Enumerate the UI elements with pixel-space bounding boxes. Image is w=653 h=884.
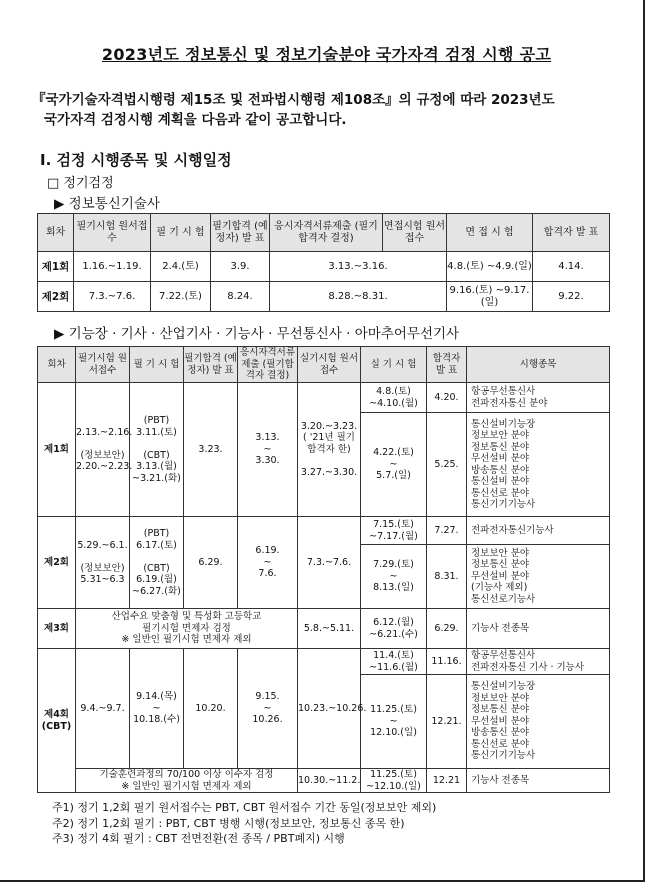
r3-note-l2: 필기시험 면제자 검정 [142,622,231,634]
table-row [38,517,610,545]
r4-prac-apply: 10.23.~10.26. [298,649,361,769]
r1-prac-b [361,413,427,517]
r1-pass-a: 4.20. [427,383,467,413]
r3-prac-apply: 5.8.~5.11. [298,609,361,649]
r2-prac-apply: 7.3.~7.6. [298,517,361,609]
r4-pass-a: 11.16. [427,649,467,675]
r2-apply-l4: 5.31~6.3 [80,574,125,585]
r1-prac-b-l3: 5.7.(일) [376,470,411,482]
t1-r2-round: 제2회 [38,282,74,312]
t2-h-round: 회차 [38,347,76,383]
t1-r1-round: 제1회 [38,252,74,282]
r4-subj-a [467,649,610,675]
table-row [38,649,610,675]
t1-r1-pass: 4.14. [533,252,610,282]
table-tech-master [37,213,610,312]
r1-subj-b-l3: 정보통신 분야 [471,441,530,453]
r5-note-l2: ※ 일반인 필기시험 면제자 제외 [121,780,252,792]
r1-pa-l1: 3.20.~3.23. [300,420,358,432]
r2-docs-l1: 6.19. [255,545,280,557]
t1-h-apply: 필기시험 원서접수 [74,214,151,252]
r5-prac-l2: ~12.10.(일) [366,780,421,792]
r1-prac-a-l2: ~4.10.(월) [369,397,418,409]
r2-announce: 6.29. [184,517,238,609]
r5-note [76,769,298,793]
t1-h-round: 회차 [38,214,74,252]
r3-prac [361,609,427,649]
r1-subj-b [467,413,610,517]
r2-apply-l3: (정보보안) [80,562,125,574]
t2-h-prac-apply: 실기시험 원서접수 [298,347,361,383]
t2-h-subjects: 시행종목 [467,347,610,383]
r2-exam [130,517,184,609]
r3-prac-l1: 6.12.(월) [373,617,414,628]
intro-line-2: 국가자격 검정시행 계획을 다음과 같이 공고합니다. [44,112,347,128]
r1-apply-l1: 2.13.~2.16. [76,426,133,438]
r4-subj-b-l3: 정보통신 분야 [471,704,530,716]
r4-exam-l1: 9.14.(목) [136,691,177,703]
r1-exam-l4: (CBT) [143,449,170,461]
r4-subj-a-l1: 항공무선통신사 [471,650,536,661]
r1-apply-l3: (정보보안) [80,449,125,461]
r1-pa-l3: 합격자 한) [307,443,351,455]
r4-docs-l3: 10.26. [252,714,283,726]
intro-line-1: 『국가기술자격법시행령 제15조 및 전파법시행령 제108조』의 규정에 따라 2023년도 [32,92,555,108]
r5-pass: 12.21 [427,769,467,793]
r1-exam-l3 [130,438,183,450]
r5-prac-apply: 10.30.~11.2. [298,769,361,793]
r4-docs-l1: 9.15. [255,691,280,703]
table-row [38,609,610,649]
r1-exam [130,383,184,517]
t2-h-apply: 필기시험 원서접수 [76,347,130,383]
r2-round: 제2회 [38,517,76,609]
r2-prac-a-l2: ~7.17.(월) [369,530,418,542]
r1-subj-a [467,383,610,413]
table-row [38,383,610,413]
t1-r1-written: 2.4.(토) [151,252,211,282]
table-row [38,282,610,312]
r3-note-l1: 산업수요 맞춤형 및 특성화 고등학교 [111,611,262,623]
t1-r2-announce: 8.24. [211,282,270,312]
r4-apply: 9.4.~9.7. [76,649,130,769]
t1-h-announce: 필기합격 (예정자) 발 표 [211,214,270,252]
r1-exam-l1: (PBT) [143,415,170,426]
t1-h-written: 필 기 시 험 [151,214,211,252]
r1-subj-b-l8: 통신기기기능사 [471,499,536,510]
r1-docs-l1: 3.13. [255,432,280,444]
r1-apply-l4: 2.20.~2.23. [76,461,133,472]
r1-prac-a-l1: 4.8.(토) [376,386,411,397]
r4-subj-b-l1: 통신설비기능장 [471,681,536,693]
r2-subj-b-l2: 정보통신 분야 [471,559,530,571]
r2-subj-b-l3: 무선설비 분야 [471,570,530,582]
r1-pa-l5: 3.27.~3.30. [300,466,358,478]
r2-subj-b-l1: 정보보안 분야 [471,547,530,559]
r2-apply-l2 [76,551,129,563]
table-row [38,252,610,282]
r2-docs [238,517,298,609]
r1-docs-l2: ~ [263,443,272,455]
r2-subj-b-l5: 통신선로기능사 [471,593,536,605]
r2-subj-b-l4: (기능사 제외) [471,582,528,594]
r2-prac-b-l1: 7.29.(토) [373,559,414,571]
regular-exam-heading: □ 정기검정 [47,176,114,191]
r2-subj-b [467,545,610,609]
r4-prac-b [361,675,427,769]
r1-subj-b-l2: 정보보안 분야 [471,430,530,441]
r3-note-l3: ※ 일반인 필기시험 면제자 제외 [121,634,252,646]
r2-exam-l3 [130,551,183,563]
r4-round-l1: 제4회 [44,709,69,720]
r4-docs [238,649,298,769]
r4-prac-b-l3: 12.10.(일) [370,727,417,739]
r2-pass-b: 8.31. [427,545,467,609]
t1-h-interview: 면 접 시 험 [447,214,533,252]
r1-subj-a-l1: 항공무선통신사 [471,386,536,397]
r2-prac-b [361,545,427,609]
t1-h-pass: 합격자 발 표 [533,214,610,252]
t1-h-interview-apply: 면접시험 원서접수 [383,214,447,252]
t2-h-announce: 필기합격 (예정자) 발 표 [184,347,238,383]
r3-pass: 6.29. [427,609,467,649]
r2-exam-l4: (CBT) [143,562,170,574]
r1-docs [238,383,298,517]
r2-pass-a: 7.27. [427,517,467,545]
t2-h-pass: 합격자 발 표 [427,347,467,383]
r4-subj-b-l5: 방송통신 분야 [471,727,530,739]
r3-round: 제3회 [38,609,76,649]
r4-round-l2: (CBT) [41,720,72,732]
r1-subj-b-l7: 통신선로 분야 [471,487,530,499]
r2-prac-a [361,517,427,545]
r4-subj-b [467,675,610,769]
r1-apply-l2 [76,438,129,450]
r3-subj: 기능사 전종목 [467,609,610,649]
r4-subj-b-l4: 무선설비 분야 [471,715,530,727]
r3-prac-l2: ~6.21.(수) [369,628,418,640]
r4-prac-a [361,649,427,675]
footnote-1: 주1) 정기 1,2회 필기 원서접수는 PBT, CBT 원서접수 기간 동일(정보보안 제외) [52,801,437,814]
t1-r2-interview: 9.16.(토) ~9.17.(일) [447,282,533,312]
r1-subj-b-l4: 무선설비 분야 [471,453,530,464]
t1-r2-apply: 7.3.~7.6. [74,282,151,312]
r4-docs-l2: ~ [263,702,272,714]
r1-subj-b-l1: 통신설비기능장 [471,418,536,430]
group2-heading: ▶ 기능장 · 기사 · 산업기사 · 기능사 · 무선통신사 · 아마추어무선기사 [54,326,460,342]
r2-prac-b-l3: 8.13.(일) [373,582,414,594]
r5-prac [361,769,427,793]
r4-subj-b-l2: 정보보안 분야 [471,692,530,704]
r1-prac-a [361,383,427,413]
r1-prac-apply [298,383,361,517]
t1-r1-docs: 3.13.~3.16. [270,252,447,282]
r1-pa-l4 [298,455,360,467]
r2-prac-b-l2: ~ [389,570,398,582]
page-title: 2023년도 정보통신 및 정보기술분야 국가자격 검정 시행 공고 [101,45,552,64]
section-heading: Ⅰ. 검정 시행종목 및 시행일정 [40,151,232,169]
footnote-3: 주3) 정기 4회 필기 : CBT 전면전환(전 종목 / PBT폐지) 시행 [52,832,345,845]
r1-subj-a-l2: 전파전자통신 분야 [471,397,548,409]
r2-exam-l5: 6.19.(월) [136,574,177,585]
r1-prac-b-l1: 4.22.(토) [373,447,414,459]
r5-prac-l1: 11.25.(토) [370,769,417,780]
r4-prac-a-l1: 11.4.(토) [373,650,414,661]
r4-subj-b-l7: 통신기기기능사 [471,750,536,762]
r1-subj-b-l5: 방송통신 분야 [471,464,530,476]
r4-prac-b-l2: ~ [389,715,398,727]
r2-docs-l2: ~ [263,556,272,568]
t2-h-docs: 응시자격서류제출 (필기합격자 결정) [238,347,298,383]
r4-exam [130,649,184,769]
r4-subj-b-l6: 통신선로 분야 [471,738,530,750]
t2-h-written: 필 기 시 험 [130,347,184,383]
intro-paragraph [32,90,622,130]
t2-h-practical: 실 기 시 험 [361,347,427,383]
r1-announce: 3.23. [184,383,238,517]
r2-exam-l6: ~6.27.(화) [132,585,181,597]
r1-docs-l3: 3.30. [255,455,280,467]
table-row [38,769,610,793]
r2-docs-l3: 7.6. [258,568,277,580]
r2-exam-l2: 6.17.(토) [136,539,177,551]
r2-subj-a: 전파전자통신기능사 [467,517,610,545]
t1-r2-written: 7.22.(토) [151,282,211,312]
r1-subj-b-l6: 통신설비 분야 [471,476,530,487]
r4-prac-a-l2: ~11.6.(월) [369,661,418,673]
r4-exam-l2: ~ [152,702,161,714]
r2-prac-a-l1: 7.15.(토) [373,519,414,530]
r1-exam-l5: 3.13.(월) [136,461,177,472]
r4-round [38,649,76,793]
r1-apply [76,383,133,517]
footnote-2: 주2) 정기 1,2회 필기 : PBT, CBT 병행 시행(정보보안, 정보통신 종목 한) [52,816,405,830]
r2-apply-l1: 5.29.~6.1. [77,539,128,551]
r1-round: 제1회 [38,383,76,517]
r5-note-l1: 기술훈련과정의 70/100 이상 이수자 검정 [99,769,274,780]
r4-pass-b: 12.21. [427,675,467,769]
table-schedule [37,346,610,793]
r1-prac-b-l2: ~ [389,458,398,470]
t1-r2-pass: 9.22. [533,282,610,312]
t1-r1-announce: 3.9. [211,252,270,282]
r4-announce: 10.20. [184,649,238,769]
r4-exam-l3: 10.18.(수) [133,714,180,726]
r1-pa-l2: ( '21년 필기 [303,432,355,444]
r4-subj-a-l2: 전파전자통신 기사 · 기능사 [471,661,585,673]
r5-subj: 기능사 전종목 [467,769,610,793]
footnotes [52,800,436,847]
r2-apply [76,517,130,609]
r1-exam-l6: ~3.21.(화) [132,472,181,484]
r3-note [76,609,298,649]
t1-r1-interview: 4.8.(토) ~4.9.(일) [447,252,533,282]
t1-r2-docs: 8.28.~8.31. [270,282,447,312]
group1-heading: ▶ 정보통신기술사 [54,196,160,212]
r1-exam-l2: 3.11.(토) [136,426,177,438]
r4-prac-b-l1: 11.25.(토) [370,704,417,716]
t1-r1-apply: 1.16.~1.19. [74,252,151,282]
r1-pass-b: 5.25. [427,413,467,517]
t1-h-docs: 응시자격서류제출 (필기합격자 결정) [270,214,383,252]
r2-exam-l1: (PBT) [143,528,170,539]
